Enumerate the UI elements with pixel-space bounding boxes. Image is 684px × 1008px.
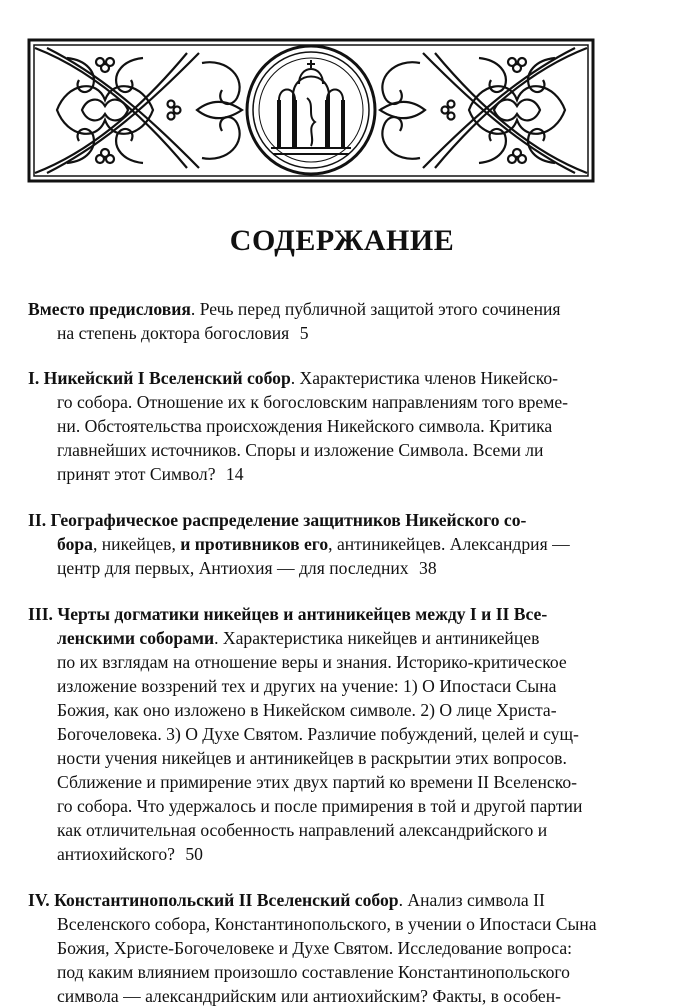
toc-entry[interactable] bbox=[28, 508, 608, 580]
toc-entry[interactable] bbox=[28, 888, 608, 1008]
page-title: СОДЕРЖАНИЕ bbox=[229, 224, 455, 257]
entry-text: , никейцев, bbox=[92, 534, 181, 554]
entry-text: по их взглядам на отношение веры и знания. Историко-критическое bbox=[57, 652, 567, 672]
entry-text: ности учения никейцев и антиникейцев в раскрытии этих вопросов. bbox=[57, 748, 567, 768]
entry-text: на степень доктора богословия bbox=[57, 323, 290, 343]
entry-text: принят этот Символ? bbox=[57, 464, 216, 484]
page-number: 38 bbox=[419, 558, 437, 578]
ornamental-headpiece bbox=[27, 38, 595, 183]
entry-text: . Анализ символа II bbox=[398, 890, 545, 910]
entry-text: Сближение и примирение этих двух партий ко времени II Вселенско- bbox=[57, 772, 578, 792]
page-number: 50 bbox=[185, 844, 203, 864]
page-number: 5 bbox=[299, 323, 309, 343]
entry-text: . Характеристика членов Никейско- bbox=[290, 368, 559, 388]
entry-heading: бора bbox=[57, 534, 93, 554]
toc-entry[interactable] bbox=[28, 366, 608, 486]
byzantine-arcade-ornament-icon bbox=[27, 38, 595, 183]
entry-heading: I. Никейский I Вселенский собор bbox=[28, 368, 291, 388]
entry-text: Божия, Христе-Богочеловеке и Духе Святом. Исследование вопроса: bbox=[57, 938, 573, 958]
entry-text: . Речь перед публичной защитой этого сочинения bbox=[190, 299, 561, 319]
table-of-contents bbox=[28, 297, 608, 1008]
entry-text: главнейших источников. Споры и изложение Символа. Всеми ли bbox=[57, 440, 544, 460]
page-number: 14 bbox=[225, 464, 244, 484]
entry-text: го собора. Что удержалось и после примирения в той и другой партии bbox=[57, 796, 583, 816]
entry-heading: и противников его bbox=[180, 534, 329, 554]
entry-text: под каким влиянием произошло составление Константинопольского bbox=[57, 962, 570, 982]
entry-text: Вселенского собора, Константинопольского, в учении о Ипостаси Сына bbox=[57, 914, 597, 934]
entry-text: антиохийского? bbox=[57, 844, 175, 864]
entry-text: изложение воззрений тех и других на учение: 1) О Ипостаси Сына bbox=[57, 676, 557, 696]
entry-text: символа — александрийским или антиохийским? Факты, в особен- bbox=[57, 986, 561, 1006]
entry-text: ни. Обстоятельства происхождения Никейского символа. Критика bbox=[57, 416, 553, 436]
entry-heading: III. Черты догматики никейцев и антиникейцев между I и II Все- bbox=[28, 604, 548, 624]
entry-text: Божия, как оно изложено в Никейском символе. 2) О лице Христа- bbox=[57, 700, 557, 720]
entry-text: . Характеристика никейцев и антиникейцев bbox=[214, 628, 540, 648]
toc-entry[interactable] bbox=[28, 602, 608, 866]
entry-text: Богочеловека. 3) О Духе Святом. Различие побуждений, целей и сущ- bbox=[57, 724, 579, 744]
entry-text: как отличительная особенность направлений александрийского и bbox=[57, 820, 548, 840]
entry-text: центр для первых, Антиохия — для последних bbox=[57, 558, 409, 578]
entry-heading: Вместо предисловия bbox=[28, 299, 191, 319]
entry-text: , антиникейцев. Александрия — bbox=[328, 534, 570, 554]
entry-heading: IV. Константинопольский II Вселенский собор bbox=[28, 890, 399, 910]
toc-entry[interactable] bbox=[28, 297, 608, 345]
entry-heading: II. Географическое распределение защитников Никейского со- bbox=[28, 510, 527, 530]
entry-heading: ленскими соборами bbox=[57, 628, 215, 648]
entry-text: го собора. Отношение их к богословским направлениям того време- bbox=[57, 392, 569, 412]
